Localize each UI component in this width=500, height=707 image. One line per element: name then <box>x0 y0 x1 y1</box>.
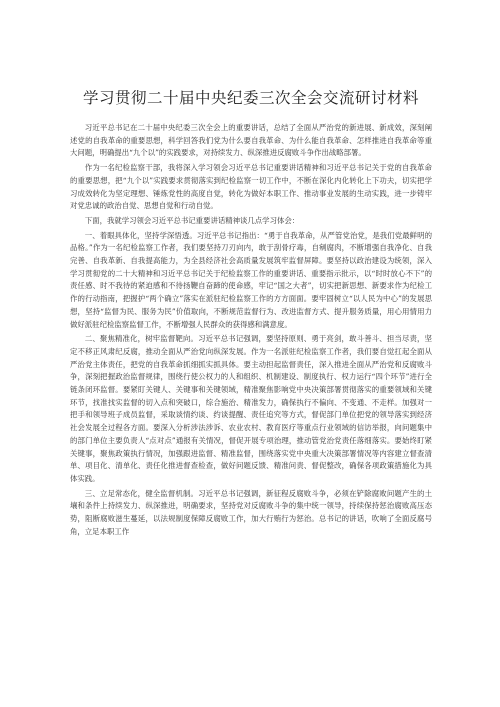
paragraph-section-2: 二、聚焦精准化，树牢监督靶向。习近平总书记强调，要坚持原则、勇于亮剑，敢斗善斗、担当尽责，坚定不移正风肃纪反腐，推动全面从严治党向纵深发展。作为一名派驻纪检监察工作者，我们要自觉扛起全面从严治党主体责任，把党的自我革命抓细抓实抓具体。要主动担起监督责任，深入推进全面从严治党和反腐败斗争，深刻把握政治监督规律，围绕行使公权力的人和组织、机制建设、制度执行、权力运行“四个环节”进行全链条闭环监督。要紧盯关键人、关键事和关键领域，精准聚焦影响党中央决策部署贯彻落实的重要领域和关键环节，找准找实监督的切入点和突破口，综合施治、精准发力，确保执行不偏向、不变通、不走样。加强对一把手和领导班子成员监督，采取谈情约谈、约谈提醒、责任追究等方式，督促部门单位把党的领导落实到经济社会发展全过程各方面。要深入分析涉法涉诉、农业农村、教育医疗等重点行业领域的信访举报，向问题集中的部门单位主要负责人“点对点”通报有关情况，督促开展专项治理，推动管党治党责任落细落实。要始终盯紧关键事，聚焦政策执行情况，加强跟进监督、精准监督，围绕落实党中央重大决策部署情况等内容建立督查清单、项目化、清单化、责任化推进督查检查，做好问题反馈、精准问责、督促整改，确保各项政策措施化为具体实践。 <box>70 334 432 483</box>
paragraph-section-1: 一、着眼具体化，坚持学深悟透。习近平总书记指出：“勇于自我革命，从严管党治党，是我们党最鲜明的品格。”作为一名纪检监察工作者，我们要坚持刀刃向内，敢于刮骨疗毒，自剜腐肉，不断增强自我净化、自我完善、自我革新、自我提高能力，为全县经济社会高质量发展筑牢监督屏障。要坚持以政治建设为统领，深入学习贯彻党的二十大精神和习近平总书记关于纪检监察工作的重要讲话、重要指示批示，以“时时放心不下”的责任感、时不我待的紧迫感和不待扬鞭自奋蹄的使命感，牢记“国之大者”，切实把新思想、新要求作为纪检工作的行动指南，把握护“两个确立”落实在派驻纪检监察工作的方方面面。要牢固树立“以人民为中心”的发展思想，坚持“监督为民、服务为民”价值取向，不断规范监督行为、改进监督方式、提升服务质量，用心用情用力做好派驻纪检监察监督工作，不断增强人民群众的获得感和满意度。 <box>70 230 432 329</box>
paragraph-lead-in: 下面，我就学习领会习近平总书记重要讲话精神谈几点学习体会： <box>84 215 300 225</box>
paragraph-intro: 习近平总书记在二十届中央纪委三次全会上的重要讲话，总结了全面从严治党的新进展、新成效，深刻阐述党的自我革命的重要思想，科学回答我们党为什么要自我革命、为什么能自我革命、怎样推进自我革命等重大问题，明确提出“九个以”的实践要求，对持续发力、纵深推进反腐败斗争作出战略部署。 <box>70 123 432 158</box>
document-title: 学习贯彻二十届中央纪委三次全会交流研讨材料 <box>82 89 419 107</box>
paragraph-section-3: 三、立足常态化，健全监督机制。习近平总书记强调，新征程反腐败斗争，必须在铲除腐败问题产生的土壤和条件上持续发力、纵深推进，明确要求，坚持党对反腐败斗争的集中统一领导，持续保持惩治腐败高压态势，阻断腐败滋生蔓延，以法规制度保障反腐败工作，加大行贿行为惩治。总书记的讲话，吹响了全面反腐号角，立足本职工作 <box>70 488 432 536</box>
paragraph-commitment: 作为一名纪检监察干部，我将深入学习领会习近平总书记重要讲话精神和习近平总书记关于党的自我革命的重要思想，把“九个以”实践要求贯彻落实到纪检监察一切工作中，不断在深化内化转化上下功夫，切实把学习成效转化为坚定理想、锤炼党性的高度自觉，转化为做好本职工作、推动事业发展的生动实践，进一步铸牢对党忠诚的政治自觉、思想自觉和行动自觉。 <box>70 163 432 211</box>
